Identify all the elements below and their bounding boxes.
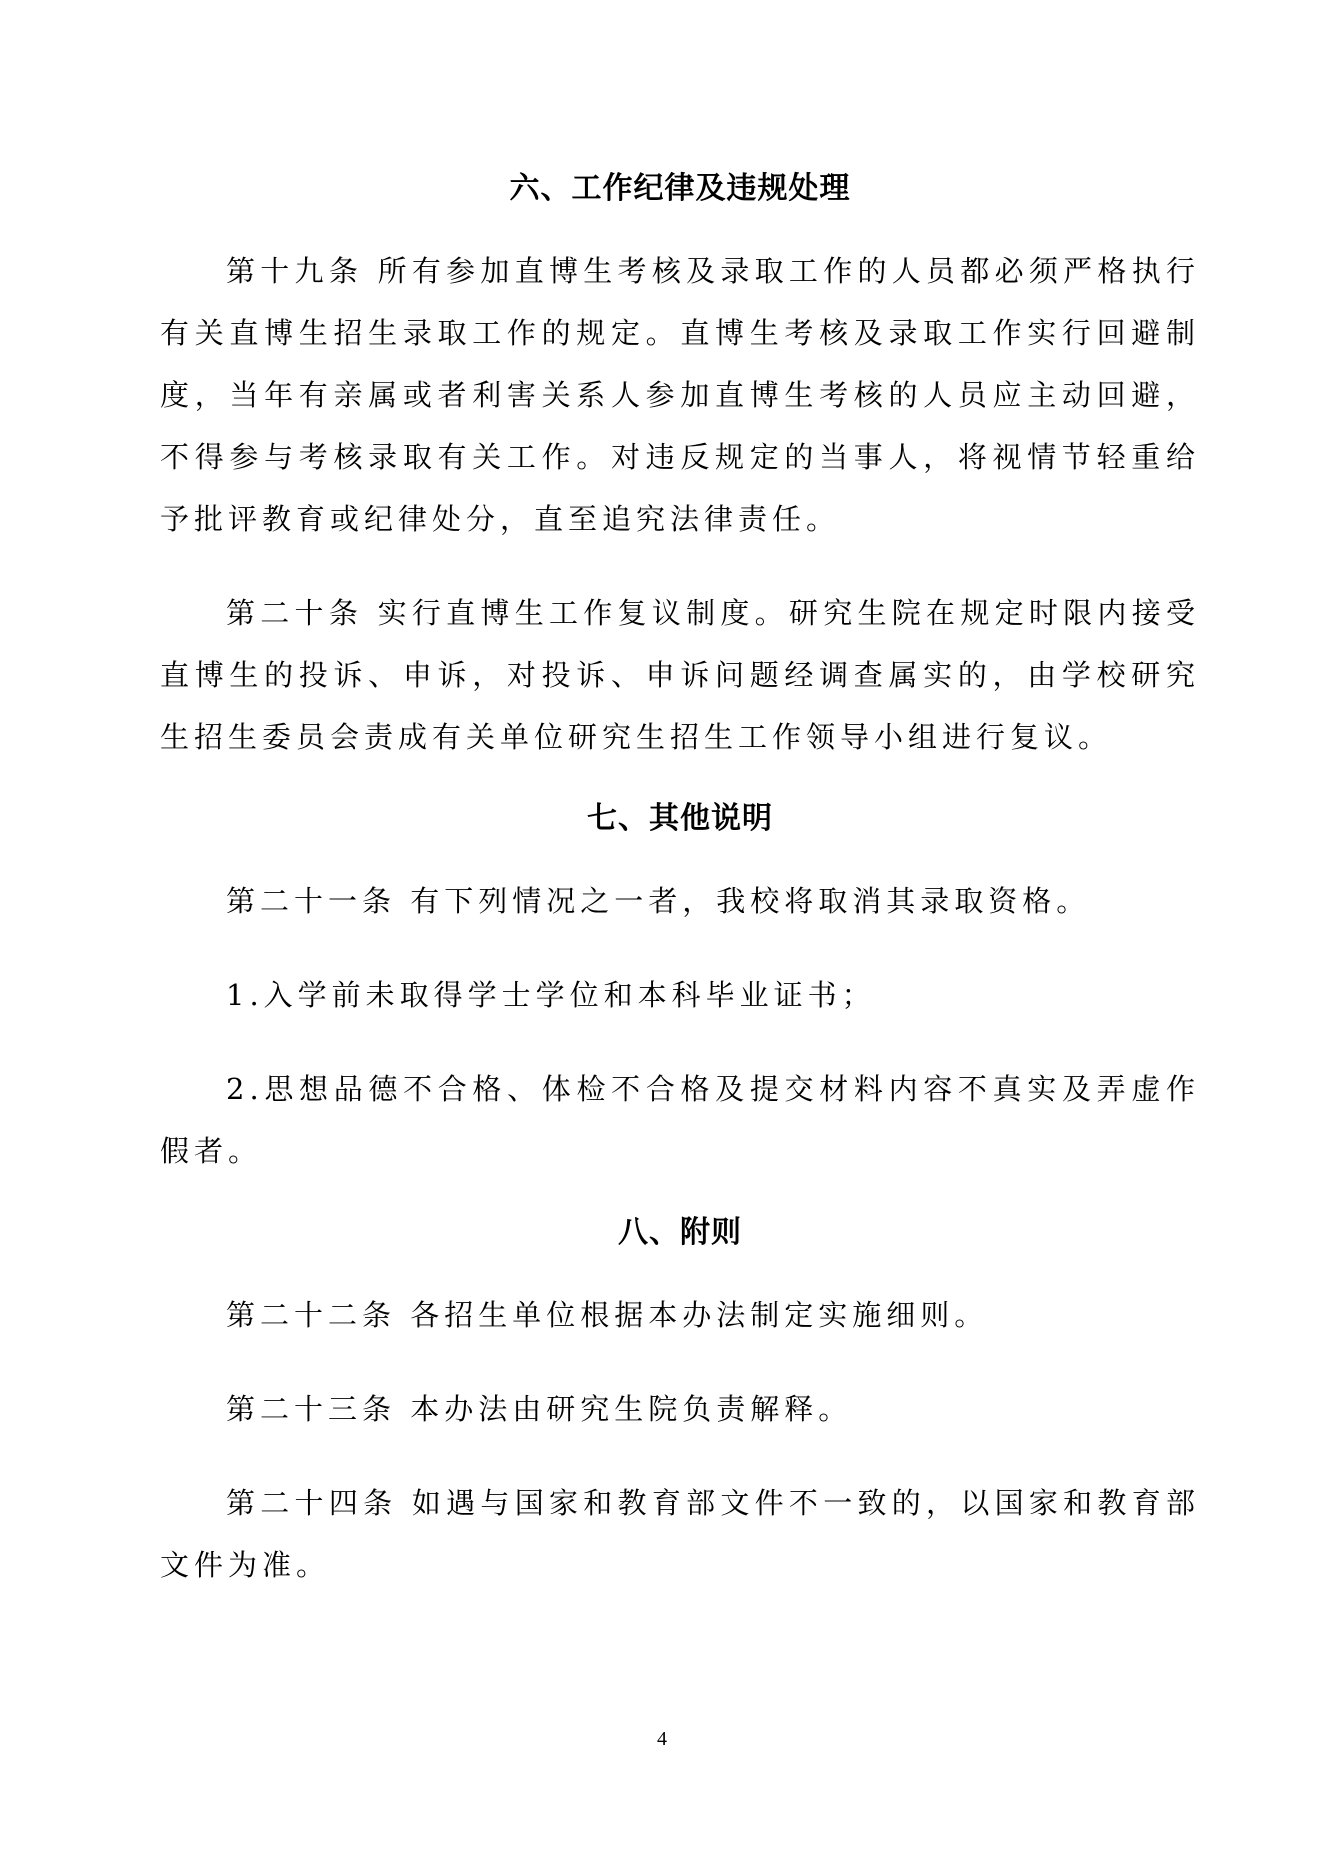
article-21-paragraph: 第二十一条 有下列情况之一者，我校将取消其录取资格。	[226, 884, 1091, 918]
article-22-paragraph: 第二十二条 各招生单位根据本办法制定实施细则。	[226, 1298, 989, 1332]
article-23-paragraph: 第二十三条 本办法由研究生院负责解释。	[226, 1392, 853, 1426]
article-21-item-2: 2.思想品德不合格、体检不合格及提交材料内容不真实及弄虚作假者。	[160, 1072, 1200, 1168]
section-heading-supplementary: 八、附则	[618, 1215, 742, 1250]
page-number: 4	[657, 1728, 667, 1750]
article-21-item-1: 1.入学前未取得学士学位和本科毕业证书；	[226, 978, 876, 1012]
section-heading-other-notes: 七、其他说明	[587, 801, 773, 836]
article-20-paragraph: 第二十条 实行直博生工作复议制度。研究生院在规定时限内接受直博生的投诉、申诉，对投诉、申诉问题经调查属实的，由学校研究生招生委员会责成有关单位研究生招生工作领导小组进行复议。	[160, 596, 1200, 754]
article-19-paragraph: 第十九条 所有参加直博生考核及录取工作的人员都必须严格执行有关直博生招生录取工作的规定。直博生考核及录取工作实行回避制度，当年有亲属或者利害关系人参加直博生考核的人员应主动回避，不得参与考核录取有关工作。对违反规定的当事人，将视情节轻重给予批评教育或纪律处分，直至追究法律责任。	[160, 254, 1200, 536]
section-heading-discipline: 六、工作纪律及违规处理	[509, 171, 851, 206]
document-body	[160, 168, 1200, 1596]
article-24-paragraph: 第二十四条 如遇与国家和教育部文件不一致的，以国家和教育部文件为准。	[160, 1486, 1200, 1582]
